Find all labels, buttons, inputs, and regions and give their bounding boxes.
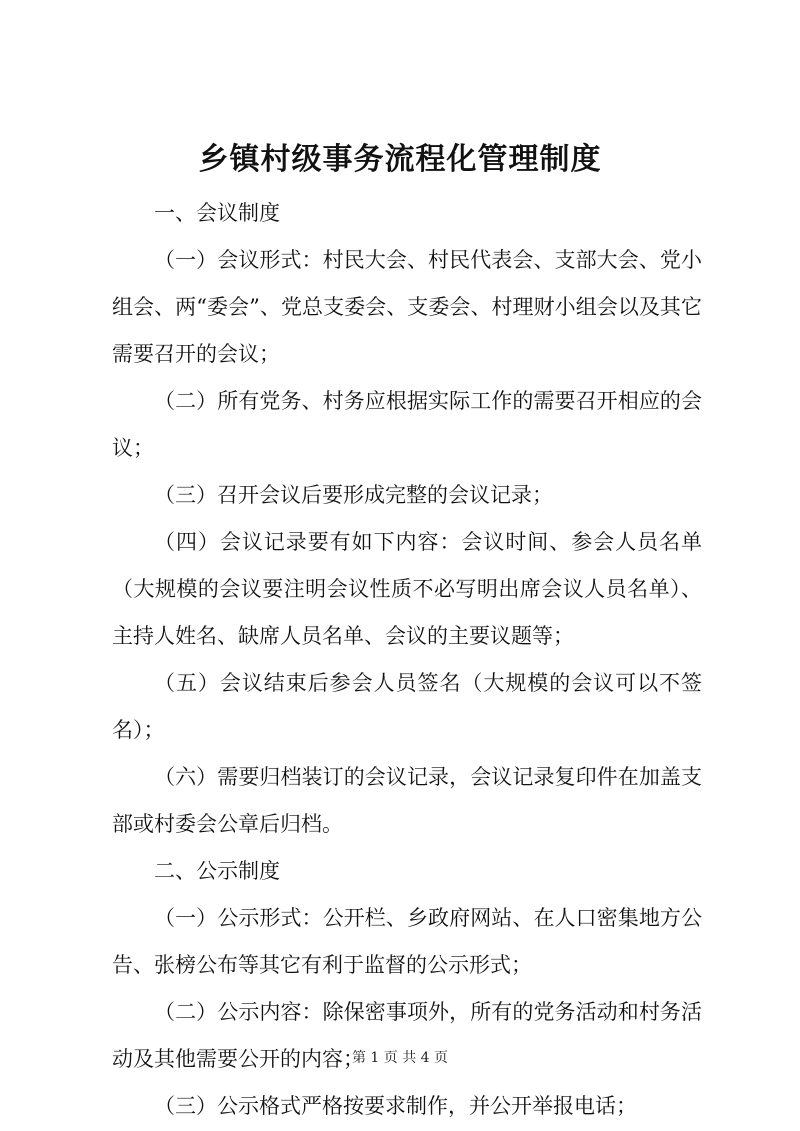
document-title: 乡镇村级事务流程化管理制度 — [198, 142, 602, 177]
page-footer: 第 1 页 共 4 页 — [351, 1050, 449, 1066]
paragraph: （二）所有党务、村务应根据实际工作的需要召开相应的会议； — [112, 389, 702, 460]
paragraph: （五）会议结束后参会人员签名（大规模的会议可以不签名）； — [112, 671, 702, 742]
paragraph: （四）会议记录要有如下内容：会议时间、参会人员名单（大规模的会议要注明会议性质不必写明出席会议人员名单）、主持人姓名、缺席人员名单、会议的主要议题等； — [112, 530, 702, 648]
paragraph: （三）公示格式严格按要求制作，并公开举报电话； — [154, 1094, 637, 1118]
section-heading-public-notice: 二、公示制度 — [154, 859, 280, 883]
paragraph: （三）召开会议后要形成完整的会议记录； — [154, 483, 553, 507]
section-heading-meeting: 一、会议制度 — [154, 201, 280, 225]
paragraph: （一）公示形式：公开栏、乡政府网站、在人口密集地方公告、张榜公布等其它有利于监督的公示形式； — [112, 906, 702, 977]
paragraph: （一）会议形式：村民大会、村民代表会、支部大会、党小组会、两“委会”、党总支委会、支委会、村理财小组会以及其它需要召开的会议； — [112, 248, 702, 366]
paragraph: （六）需要归档装订的会议记录，会议记录复印件在加盖支部或村委会公章后归档。 — [112, 765, 702, 836]
document-body — [112, 190, 702, 1130]
paragraph: （二）公示内容：除保密事项外，所有的党务活动和村务活动及其他需要公开的内容； — [112, 1000, 702, 1071]
